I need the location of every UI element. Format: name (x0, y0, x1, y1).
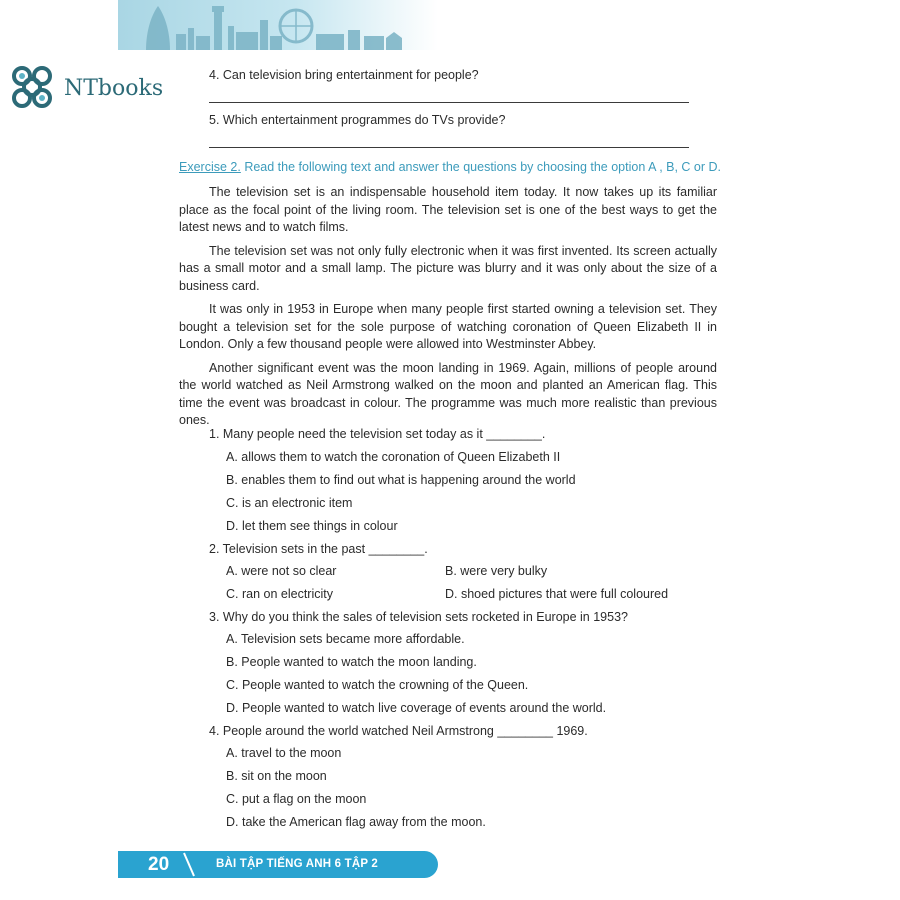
ntbooks-logo (6, 62, 176, 122)
page-footer (118, 851, 438, 878)
mcq-option[interactable]: A. Television sets became more affordable. (226, 632, 465, 646)
answer-line[interactable] (209, 147, 689, 148)
page-number: 20 (148, 854, 170, 875)
passage-paragraph: The television set was not only fully electronic when it was first invented. Its screen actually has a small motor and a small lamp. The picture was blurry and it was only about the size of a business card. (179, 243, 717, 293)
passage-paragraph: The television set is an indispensable household item today. It now takes up its familiar place as the focal point of the living room. The television set is one of the best ways to get the latest news and to watch films. (179, 185, 717, 234)
reading-passage (179, 184, 717, 436)
open-question-4: 4. Can television bring entertainment for people? (209, 68, 479, 82)
passage-paragraph: It was only in 1953 in Europe when many people first started owning a television set. They bought a television set for the sole purpose of watching coronation of Queen Elizabeth II in London. Only a few thousand people were allowed into Westminster Abbey. (179, 302, 717, 351)
mcq-option[interactable]: C. People wanted to watch the crowning of the Queen. (226, 678, 529, 692)
mcq-option[interactable]: A. were not so clear (226, 564, 337, 578)
mcq-option[interactable]: B. enables them to find out what is happening around the world (226, 473, 576, 487)
divider-slash-icon (180, 851, 200, 878)
mcq-stem-4: 4. People around the world watched Neil Armstrong ________ 1969. (209, 724, 588, 738)
mcq-option[interactable]: D. People wanted to watch live coverage of events around the world. (226, 701, 607, 715)
mcq-stem-1: 1. Many people need the television set today as it ________. (209, 427, 546, 441)
mcq-option[interactable]: D. let them see things in colour (226, 519, 398, 533)
mcq-option[interactable]: B. sit on the moon (226, 769, 327, 783)
open-question-5: 5. Which entertainment programmes do TVs provide? (209, 113, 506, 127)
mcq-option[interactable]: C. put a flag on the moon (226, 792, 367, 806)
exercise-label: Exercise 2. (179, 160, 241, 174)
mcq-option[interactable]: C. is an electronic item (226, 496, 353, 510)
exercise-heading (179, 160, 724, 174)
mcq-option[interactable]: D. shoed pictures that were full coloured (445, 587, 669, 601)
mcq-option[interactable]: A. travel to the moon (226, 746, 342, 760)
mcq-option[interactable]: D. take the American flag away from the moon. (226, 815, 486, 829)
mcq-option[interactable]: A. allows them to watch the coronation of Queen Elizabeth II (226, 450, 561, 464)
brand-name: NTbooks (64, 76, 164, 101)
answer-line[interactable] (209, 102, 689, 103)
exercise-instruction: Read the following text and answer the questions by choosing the option A , B, C or D. (244, 160, 722, 174)
ntbooks-logo-mark-icon (6, 62, 62, 118)
london-skyline-icon (118, 0, 438, 50)
passage-paragraph: Another significant event was the moon landing in 1969. Again, millions of people around the world watched as Neil Armstrong walked on the moon and planted an American flag. This time the event was broadcast in colour. The programme was much more realistic than previous ones. (179, 360, 717, 427)
book-title: BÀI TẬP TIẾNG ANH 6 TẬP 2 (216, 858, 378, 870)
skyline-banner (118, 0, 438, 50)
mcq-option[interactable]: B. People wanted to watch the moon landing. (226, 655, 477, 669)
mcq-stem-3: 3. Why do you think the sales of television sets rocketed in Europe in 1953? (209, 610, 628, 624)
mcq-stem-2: 2. Television sets in the past ________. (209, 542, 428, 556)
mcq-option[interactable]: B. were very bulky (445, 564, 548, 578)
mcq-option[interactable]: C. ran on electricity (226, 587, 333, 601)
